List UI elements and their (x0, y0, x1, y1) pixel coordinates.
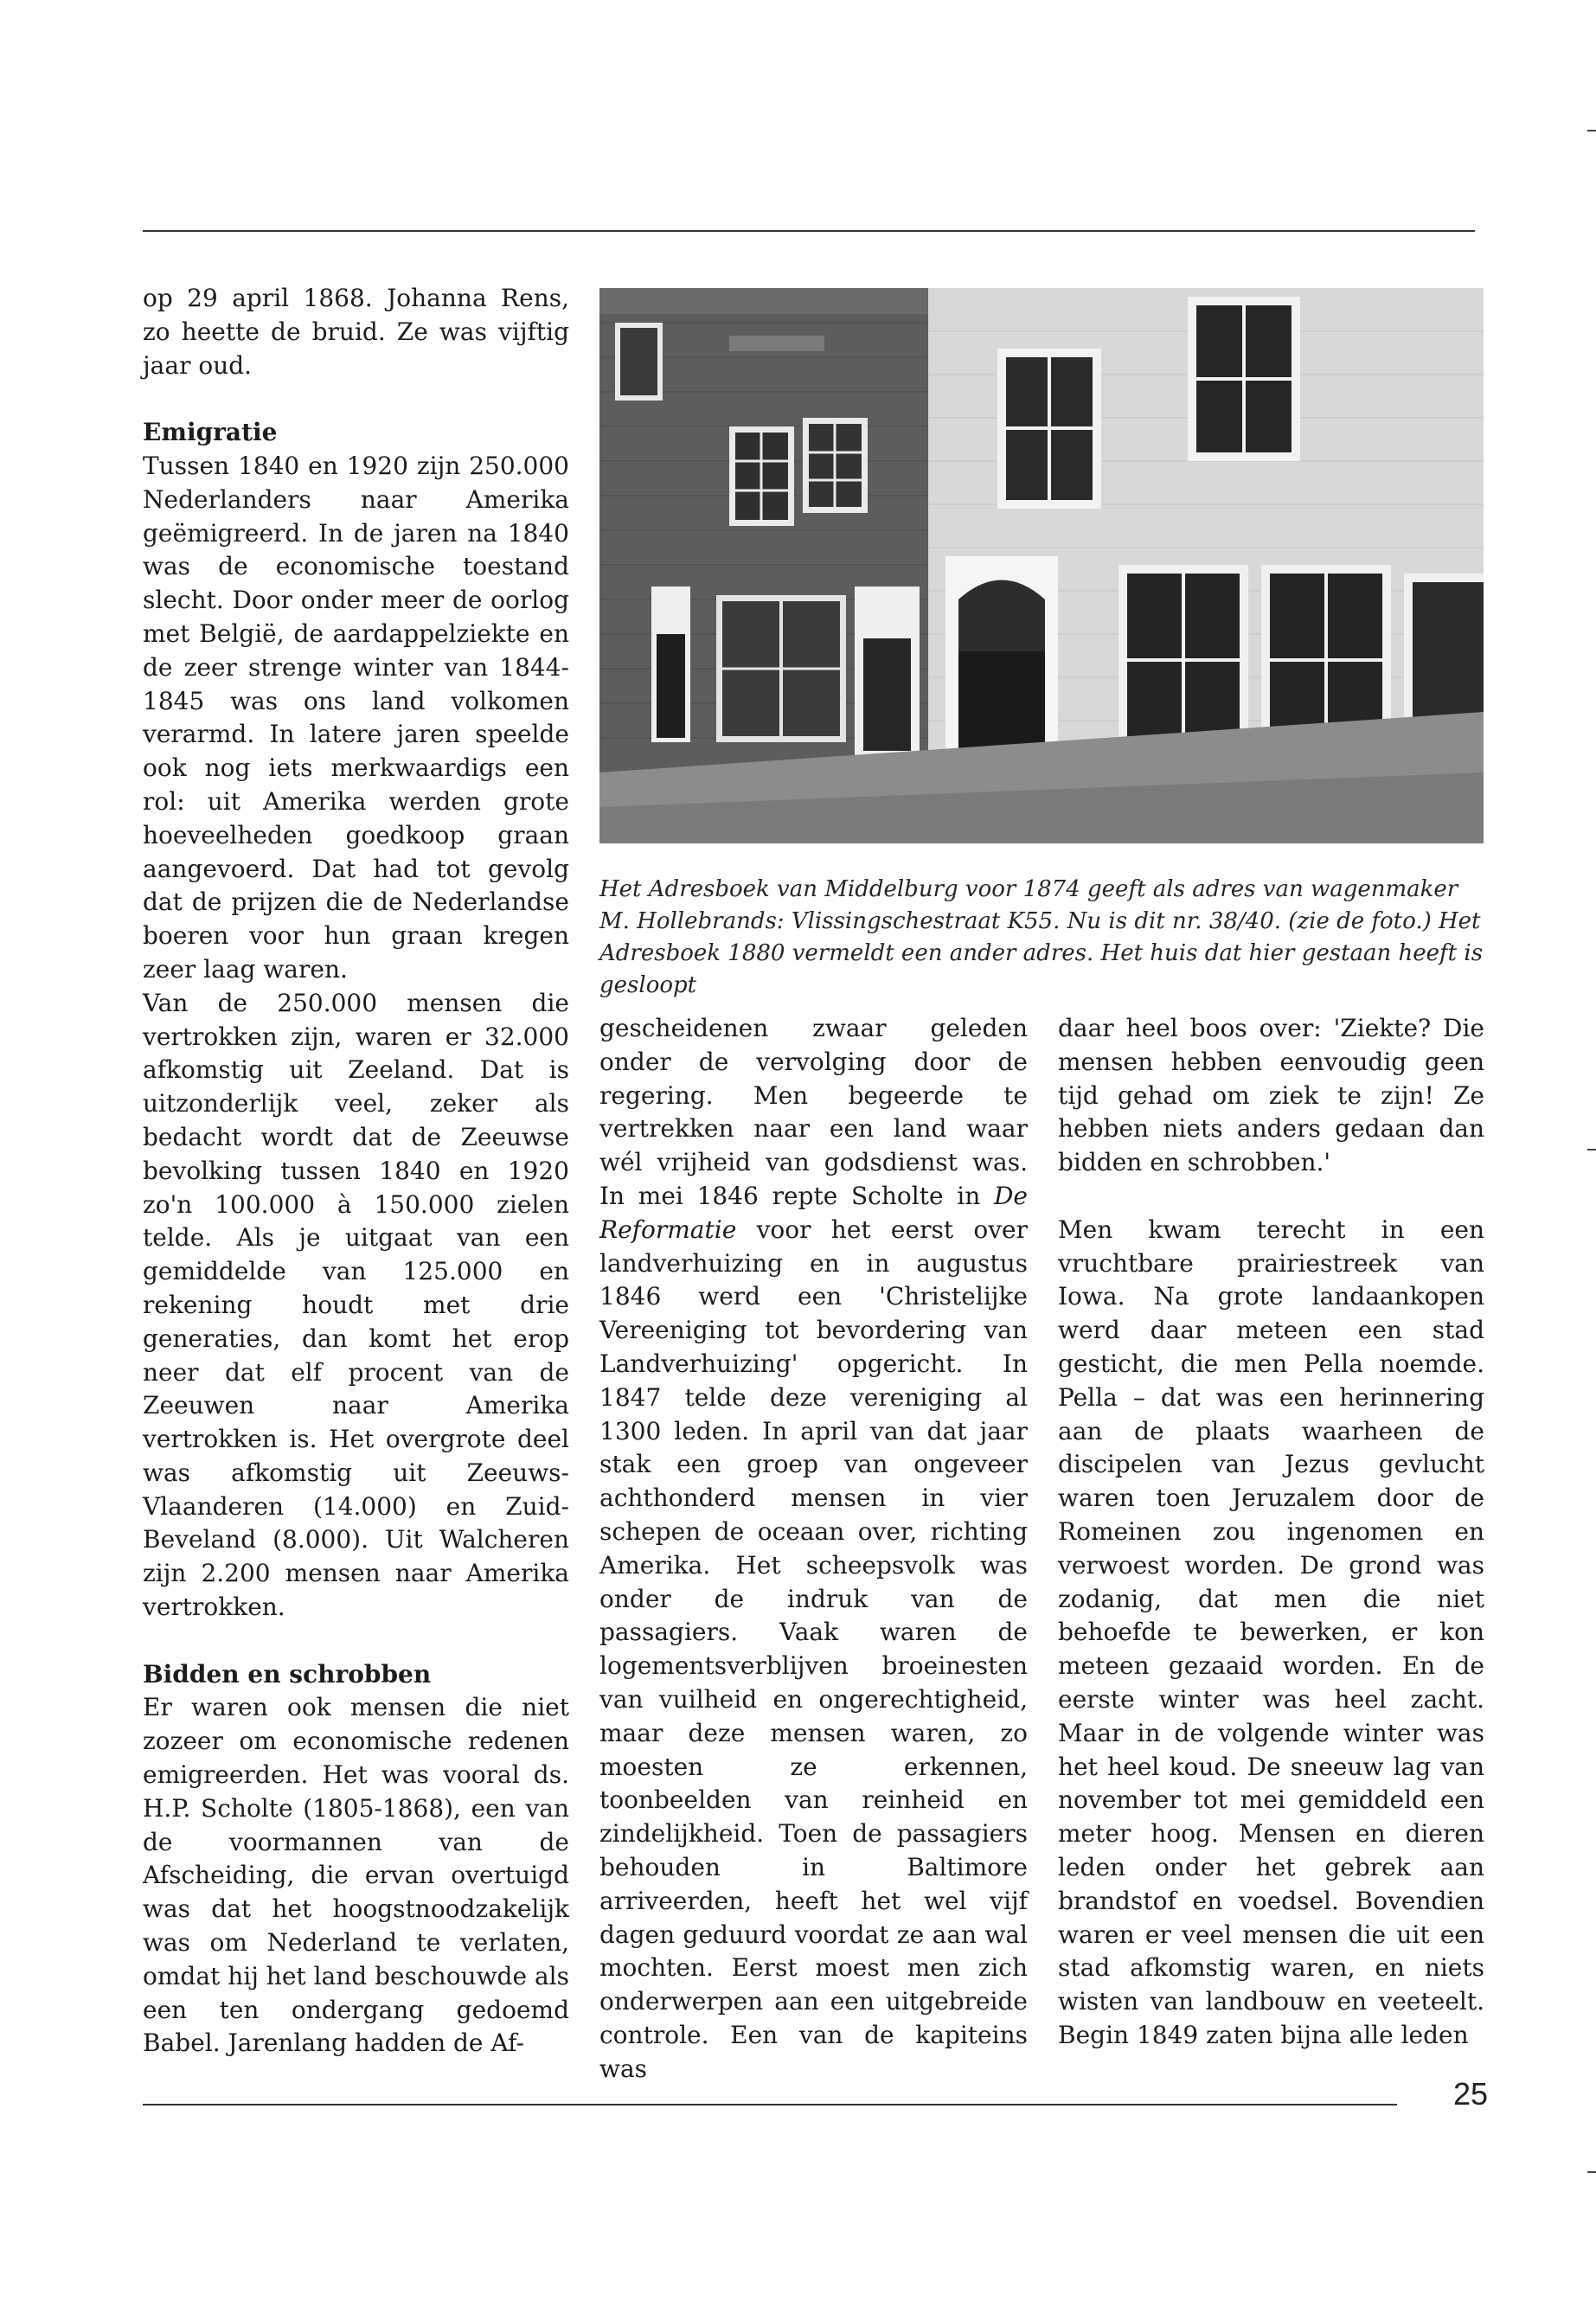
paragraph-part: gescheidenen zwaar geleden onder de vervolging door de regering. Men begeerde te vertrekken naar een land waar wél vrijheid van godsdienst was. In mei 1846 repte Scholte in (599, 1014, 1028, 1210)
text-column-middle (599, 1012, 1028, 2086)
caption-text: Het Adresboek van Middelburg voor 1874 geeft als adres van wagenmaker M. Hollebrands: Vlissingschestraat K55. Nu is dit nr. 38/40. (zie de foto.) Het Adresboek 1880 vermeldt een ander adres. Het huis dat hier gestaan heeft is gesloopt (599, 876, 1484, 998)
paragraph (599, 1012, 1028, 2086)
section-heading-emigratie: Emigratie (143, 418, 278, 447)
paragraph-part: voor het eerst over landverhuizing en in augustus 1846 werd een 'Christelijke Vereeniging tot bevordering van Landverhuizing' opgericht. In 1847 telde deze vereniging al 1300 leden. In april van dat jaar stak een groep van ongeveer achthonderd mensen in vier schepen de oceaan over, richting Amerika. Het scheepsvolk was onder de indruk van de passagiers. Vaak waren de logementsverblijven broeinesten van vuilheid en ongerechtigheid, maar deze mensen waren, zo moesten ze erkennen, toonbeelden van reinheid en zindelijkheid. Toen de passagiers behouden in Baltimore arriveerden, heeft het wel vijf dagen geduurd voordat ze aan wal mochten. Eerst moest men zich onderwerpen aan een uitgebreide controle. Een van de kapiteins was (599, 1215, 1028, 2083)
paragraph: Tussen 1840 en 1920 zijn 250.000 Nederlanders naar Amerika geëmigreerd. In de jaren na 1840 was de economische toestand slecht. Door onder meer de oorlog met België, de aardappelziekte en de zeer strenge winter van 1844-1845 was ons land volkomen verarmd. In latere jaren speelde ook nog iets merkwaardigs een rol: uit Amerika werden grote hoeveelheden goedkoop graan aangevoerd. Dat had tot gevolg dat de prijzen die de Nederlandse boeren voor hun graan kregen zeer laag waren. (143, 451, 569, 984)
paragraph: Van de 250.000 mensen die vertrokken zijn, waren er 32.000 afkomstig uit Zeeland. Dat is uitzonderlijk veel, zeker als bedacht wordt dat de Zeeuwse bevolking tussen 1840 en 1920 zo'n 100.000 à 150.000 zielen telde. Als je uitgaat van een gemiddelde van 125.000 en rekening houdt met drie generaties, dan komt het erop neer dat elf procent van de Zeeuwen naar Amerika vertrokken is. Het overgrote deel was afkomstig uit Zeeuws-Vlaanderen (14.000) en Zuid-Beveland (8.000). Uit Walcheren zijn 2.200 mensen naar Amerika vertrokken. (143, 988, 569, 1622)
paragraph: Er waren ook mensen die niet zozeer om economische redenen emigreerden. Het was vooral ds. H.P. Scholte (1805-1868), een van de voormannen van de Afscheiding, die ervan overtuigd was dat het hoogstnoodzakelijk was om Nederland te verlaten, omdat hij het land beschouwde als een ten ondergang gedoemd Babel. Jarenlang hadden de Af- (143, 1693, 569, 2058)
photo-caption (599, 874, 1484, 1002)
paragraph: op 29 april 1868. Johanna Rens, zo heette de bruid. Ze was vijftig jaar oud. (143, 284, 569, 380)
header-rule (143, 230, 1475, 232)
text-column-left (143, 282, 569, 2061)
crop-mark (1587, 130, 1596, 131)
section-heading-bidden-en-schrobben: Bidden en schrobben (143, 1659, 432, 1689)
crop-mark (1587, 2171, 1596, 2173)
paragraph: Men kwam terecht in een vruchtbare prairiestreek van Iowa. Na grote landaankopen werd daar meteen een stad gesticht, die men Pella noemde. Pella – dat was een herinnering aan de plaats waarheen de discipelen van Jezus gevlucht waren toen Jeruzalem door de Romeinen zou ingenomen en verwoest worden. De grond was zodanig, dat men die niet behoefde te bewerken, er kon meteen gezaaid worden. En de eerste winter was heel zacht. Maar in de volgende winter was het heel koud. De sneeuw lag van november tot mei gemiddeld een meter hoog. Mensen en dieren leden onder het gebrek aan brandstof en voedsel. Bovendien waren er veel mensen die uit een stad afkomstig waren, en niets wisten van landbouw en veeteelt. Begin 1849 zaten bijna alle leden (1058, 1215, 1484, 2049)
crop-mark (1587, 1149, 1596, 1150)
text-column-right (1058, 1012, 1484, 2053)
street-facade-photo (599, 288, 1484, 843)
publication-title: De Reformatie (599, 1181, 1028, 1244)
page-number: 25 (1452, 2076, 1488, 2112)
footer-rule (143, 2104, 1397, 2106)
paragraph: daar heel boos over: 'Ziekte? Die mensen hebben eenvoudig geen tijd gehad om ziek te zijn! Ze hebben niets anders gedaan dan bidden en schrobben.' (1058, 1014, 1484, 1177)
